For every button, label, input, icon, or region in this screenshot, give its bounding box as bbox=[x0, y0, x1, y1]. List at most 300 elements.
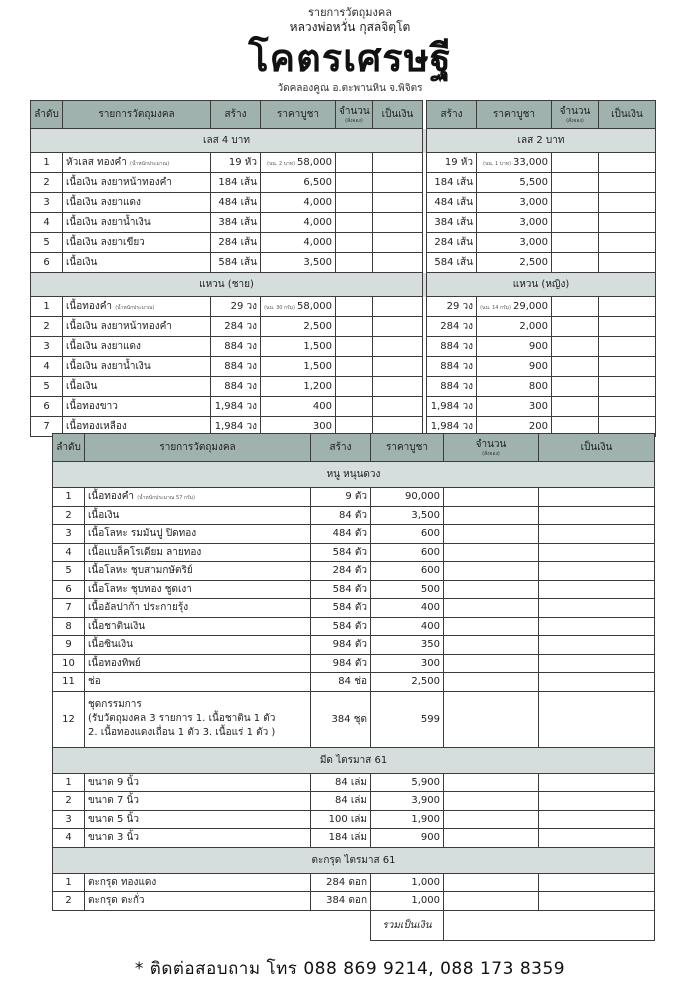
made-count-right: 384 เส้น bbox=[427, 213, 477, 233]
qty-input[interactable] bbox=[444, 562, 539, 581]
price bbox=[261, 297, 336, 317]
item-name bbox=[85, 488, 311, 507]
item-label: ขนาด 7 นิ้ว bbox=[88, 795, 139, 807]
item-detail-line: (รับวัตถุมงคล 3 รายการ 1. เนื้อชาติน 1 ตัว bbox=[88, 713, 276, 724]
item-name bbox=[63, 317, 211, 337]
section-title: ตะกรุด ไตรมาส 61 bbox=[53, 847, 655, 873]
price-note: (นน. 30 กรัม) bbox=[264, 305, 295, 311]
qty-input-right[interactable] bbox=[552, 317, 599, 337]
price: 400 bbox=[371, 599, 444, 618]
amount-cell bbox=[539, 599, 655, 618]
col-header-price: ราคาบูชา bbox=[261, 101, 336, 129]
qty-input[interactable] bbox=[444, 829, 539, 848]
price-note: (นน. 1 บาท) bbox=[483, 161, 511, 167]
row-number: 5 bbox=[53, 562, 85, 581]
made-count: 284 เส้น bbox=[211, 233, 261, 253]
amount-cell bbox=[539, 636, 655, 655]
table-row bbox=[31, 193, 656, 213]
row-number: 11 bbox=[53, 673, 85, 692]
qty-input[interactable] bbox=[444, 892, 539, 911]
qty-input[interactable] bbox=[444, 525, 539, 544]
section-row bbox=[53, 847, 655, 873]
price-value: 2,500 bbox=[519, 257, 548, 268]
qty-input[interactable] bbox=[444, 873, 539, 892]
price-note: (นน. 14 กรัม) bbox=[480, 305, 511, 311]
made-count: 984 ตัว bbox=[311, 636, 371, 655]
price bbox=[261, 317, 336, 337]
col-header-item: รายการวัตถุมงคล bbox=[85, 434, 311, 462]
item-label: ตะกรุด ทองแดง bbox=[88, 876, 157, 888]
table-row bbox=[31, 377, 656, 397]
col-header-made: สร้าง bbox=[211, 101, 261, 129]
table-row bbox=[31, 397, 656, 417]
made-count: 284 ดอก bbox=[311, 873, 371, 892]
price bbox=[261, 213, 336, 233]
price-right bbox=[477, 193, 552, 213]
item-label: ขนาด 3 นิ้ว bbox=[88, 832, 139, 844]
made-count: 384 เส้น bbox=[211, 213, 261, 233]
price-value: 33,000 bbox=[513, 157, 548, 168]
row-number: 2 bbox=[53, 506, 85, 525]
table-row bbox=[53, 873, 655, 892]
item-name bbox=[63, 377, 211, 397]
qty-input[interactable] bbox=[336, 317, 373, 337]
made-count-right: 884 วง bbox=[427, 337, 477, 357]
price-value: 3,000 bbox=[519, 197, 548, 208]
item-detail-line: 2. เนื้อทองแดงเถื่อน 1 ตัว 3. เนื้อแร่ 1 ตัว ) bbox=[88, 727, 276, 738]
qty-input[interactable] bbox=[444, 673, 539, 692]
item-label: เนื้อเงิน ลงยาน้ำเงิน bbox=[66, 361, 151, 372]
item-label: เนื้อโลหะ รมมันปู ปิดทอง bbox=[88, 528, 197, 540]
item-name bbox=[63, 297, 211, 317]
made-count: 29 วง bbox=[211, 297, 261, 317]
price-value: 300 bbox=[312, 421, 332, 432]
section-title-right: เลส 2 บาท bbox=[427, 129, 656, 153]
qty-input[interactable] bbox=[444, 506, 539, 525]
made-count-right: 884 วง bbox=[427, 377, 477, 397]
qty-input-right[interactable] bbox=[552, 253, 599, 273]
price: 600 bbox=[371, 543, 444, 562]
item-label: เนื้อแบล็คโรเดียม ลายทอง bbox=[88, 546, 202, 558]
table-row bbox=[53, 562, 655, 581]
amount-cell bbox=[373, 337, 423, 357]
item-name bbox=[63, 397, 211, 417]
row-number: 1 bbox=[31, 297, 63, 317]
made-count: 19 หัว bbox=[211, 153, 261, 173]
item-name bbox=[85, 792, 311, 811]
made-count: 1,984 วง bbox=[211, 397, 261, 417]
made-count-right: 1,984 วง bbox=[427, 397, 477, 417]
amount-cell-right bbox=[599, 173, 656, 193]
item-name bbox=[63, 233, 211, 253]
total-amount bbox=[444, 910, 655, 940]
price bbox=[261, 357, 336, 377]
col-header-made-right: สร้าง bbox=[427, 101, 477, 129]
header-title: โคตรเศรษฐี bbox=[248, 35, 452, 80]
price: 3,900 bbox=[371, 792, 444, 811]
amount-cell bbox=[373, 233, 423, 253]
item-label: เนื้อโลหะ ชุบทอง ชูดเงา bbox=[88, 583, 192, 595]
item-label: เนื้ออัลปาก้า ประกายรุ้ง bbox=[88, 602, 189, 614]
top-table-header-row bbox=[31, 101, 656, 129]
row-number: 3 bbox=[31, 193, 63, 213]
table-row bbox=[31, 173, 656, 193]
price-value: 800 bbox=[528, 381, 548, 392]
qty-input[interactable] bbox=[336, 337, 373, 357]
section-title-left: แหวน (ชาย) bbox=[31, 273, 423, 297]
qty-input-right[interactable] bbox=[552, 233, 599, 253]
qty-input-right[interactable] bbox=[552, 193, 599, 213]
price bbox=[261, 173, 336, 193]
price bbox=[261, 253, 336, 273]
qty-note: (สั่งจอง) bbox=[345, 117, 363, 124]
item-label: ตะกรุด ตะกั่ว bbox=[88, 895, 145, 907]
qty-input[interactable] bbox=[336, 233, 373, 253]
item-name bbox=[63, 193, 211, 213]
qty-input-right[interactable] bbox=[552, 377, 599, 397]
item-label: ชุดกรรมการ bbox=[88, 699, 142, 710]
table-row bbox=[31, 233, 656, 253]
qty-input[interactable] bbox=[444, 543, 539, 562]
table-row bbox=[31, 337, 656, 357]
col-header-item: รายการวัตถุมงคล bbox=[63, 101, 211, 129]
item-label: เนื้อเงิน ลงยาแดง bbox=[66, 197, 141, 208]
col-header-amount-right: เป็นเงิน bbox=[599, 101, 656, 129]
row-number: 1 bbox=[31, 153, 63, 173]
qty-input[interactable] bbox=[336, 153, 373, 173]
amount-cell bbox=[539, 525, 655, 544]
price: 500 bbox=[371, 580, 444, 599]
qty-input-right[interactable] bbox=[552, 397, 599, 417]
qty-input[interactable] bbox=[336, 173, 373, 193]
item-label: เนื้อเงิน ลงยาหน้าทองคำ bbox=[66, 177, 172, 188]
table-row bbox=[53, 691, 655, 747]
price: 5,900 bbox=[371, 773, 444, 792]
item-note: (น้ำหนักประมาณ 57 กรัม) bbox=[137, 495, 195, 502]
qty-input-right[interactable] bbox=[552, 213, 599, 233]
item-name bbox=[85, 506, 311, 525]
qty-input-right[interactable] bbox=[552, 173, 599, 193]
document-header bbox=[0, 0, 700, 98]
made-count: 184 เล่ม bbox=[311, 829, 371, 848]
section-title-left: เลส 4 บาท bbox=[31, 129, 423, 153]
price-value: 58,000 bbox=[297, 157, 332, 168]
price-value: 900 bbox=[528, 361, 548, 372]
made-count: 384 ดอก bbox=[311, 892, 371, 911]
made-count-right: 584 เส้น bbox=[427, 253, 477, 273]
made-count: 84 ตัว bbox=[311, 506, 371, 525]
row-number: 6 bbox=[31, 253, 63, 273]
item-name bbox=[85, 829, 311, 848]
item-label: เนื้อชาตินเงิน bbox=[88, 620, 146, 632]
table-row bbox=[53, 543, 655, 562]
qty-input[interactable] bbox=[444, 792, 539, 811]
amount-cell bbox=[373, 377, 423, 397]
qty-input[interactable] bbox=[444, 691, 539, 747]
qty-input[interactable] bbox=[336, 297, 373, 317]
price-value: 300 bbox=[528, 401, 548, 412]
row-number: 5 bbox=[31, 377, 63, 397]
col-header-qty-right bbox=[552, 101, 599, 129]
bottom-price-table bbox=[52, 433, 655, 941]
qty-note: (สั่งจอง) bbox=[482, 450, 500, 457]
price: 599 bbox=[371, 691, 444, 747]
total-row bbox=[53, 910, 655, 940]
price-right bbox=[477, 357, 552, 377]
total-label: รวมเป็นเงิน bbox=[371, 910, 444, 940]
price-value: 1,200 bbox=[303, 381, 332, 392]
item-name bbox=[85, 562, 311, 581]
qty-note: (สั่งจอง) bbox=[566, 117, 584, 124]
amount-cell-right bbox=[599, 193, 656, 213]
made-count-right: 284 เส้น bbox=[427, 233, 477, 253]
item-note: (น้ำหนักประมาณ) bbox=[115, 305, 155, 311]
made-count-right: 484 เส้น bbox=[427, 193, 477, 213]
table-row bbox=[53, 599, 655, 618]
qty-input[interactable] bbox=[444, 810, 539, 829]
qty-input[interactable] bbox=[336, 377, 373, 397]
price: 350 bbox=[371, 636, 444, 655]
amount-cell bbox=[373, 213, 423, 233]
section-row bbox=[31, 129, 656, 153]
price-value: 3,000 bbox=[519, 217, 548, 228]
price: 3,500 bbox=[371, 506, 444, 525]
price-right bbox=[477, 213, 552, 233]
made-count: 284 วง bbox=[211, 317, 261, 337]
qty-input-right[interactable] bbox=[552, 153, 599, 173]
item-label: เนื้อทองทิพย์ bbox=[88, 657, 141, 669]
table-row bbox=[53, 773, 655, 792]
made-count: 584 ตัว bbox=[311, 617, 371, 636]
qty-input[interactable] bbox=[336, 193, 373, 213]
qty-input[interactable] bbox=[444, 599, 539, 618]
item-label: เนื้อทองคำ bbox=[88, 491, 135, 503]
row-number: 12 bbox=[53, 691, 85, 747]
price: 1,000 bbox=[371, 873, 444, 892]
qty-input-right[interactable] bbox=[552, 357, 599, 377]
item-label: ขนาด 9 นิ้ว bbox=[88, 776, 139, 788]
price-value: 200 bbox=[528, 421, 548, 432]
qty-input-right[interactable] bbox=[552, 297, 599, 317]
bottom-table-header-row bbox=[53, 434, 655, 462]
made-count-right: 1,984 วง bbox=[427, 417, 477, 437]
table-row bbox=[31, 253, 656, 273]
header-subtitle-list: รายการวัตถุมงคล bbox=[308, 6, 392, 19]
price-right bbox=[477, 173, 552, 193]
made-count: 84 ช่อ bbox=[311, 673, 371, 692]
item-name bbox=[85, 654, 311, 673]
table-row bbox=[53, 636, 655, 655]
amount-cell bbox=[539, 543, 655, 562]
made-count: 384 ชุด bbox=[311, 691, 371, 747]
made-count: 1,984 วง bbox=[211, 417, 261, 437]
amount-cell bbox=[539, 488, 655, 507]
qty-input[interactable] bbox=[444, 773, 539, 792]
row-number: 2 bbox=[53, 892, 85, 911]
price-right bbox=[477, 337, 552, 357]
made-count-right: 884 วง bbox=[427, 357, 477, 377]
made-count: 884 วง bbox=[211, 377, 261, 397]
item-name bbox=[63, 153, 211, 173]
qty-input[interactable] bbox=[336, 357, 373, 377]
price bbox=[261, 337, 336, 357]
qty-label: จำนวน bbox=[339, 105, 370, 117]
amount-cell bbox=[539, 829, 655, 848]
col-header-amount: เป็นเงิน bbox=[539, 434, 655, 462]
item-name bbox=[85, 691, 311, 747]
amount-cell bbox=[373, 317, 423, 337]
row-number: 4 bbox=[31, 357, 63, 377]
row-number: 1 bbox=[53, 773, 85, 792]
made-count: 584 เส้น bbox=[211, 253, 261, 273]
item-name bbox=[85, 892, 311, 911]
price-right bbox=[477, 377, 552, 397]
price: 90,000 bbox=[371, 488, 444, 507]
table-row bbox=[53, 892, 655, 911]
price: 1,000 bbox=[371, 892, 444, 911]
amount-cell bbox=[373, 153, 423, 173]
item-note: (น้ำหนักประมาณ) bbox=[130, 161, 170, 167]
item-label: เนื้อเงิน bbox=[66, 257, 98, 268]
price-right bbox=[477, 153, 552, 173]
price bbox=[261, 233, 336, 253]
table-row bbox=[53, 829, 655, 848]
made-count: 100 เล่ม bbox=[311, 810, 371, 829]
price-right bbox=[477, 297, 552, 317]
table-row bbox=[31, 317, 656, 337]
made-count: 584 ตัว bbox=[311, 599, 371, 618]
qty-label: จำนวน bbox=[559, 105, 591, 117]
price-value: 400 bbox=[312, 401, 332, 412]
row-number: 6 bbox=[53, 580, 85, 599]
qty-label: จำนวน bbox=[475, 438, 507, 450]
row-number: 3 bbox=[31, 337, 63, 357]
amount-cell bbox=[539, 580, 655, 599]
amount-cell bbox=[373, 397, 423, 417]
col-header-no: ลำดับ bbox=[53, 434, 85, 462]
price bbox=[261, 397, 336, 417]
made-count: 484 เส้น bbox=[211, 193, 261, 213]
price-value: 5,500 bbox=[519, 177, 548, 188]
made-count: 484 ตัว bbox=[311, 525, 371, 544]
row-number: 9 bbox=[53, 636, 85, 655]
table-row bbox=[53, 792, 655, 811]
amount-cell bbox=[373, 297, 423, 317]
amount-cell bbox=[373, 193, 423, 213]
qty-input[interactable] bbox=[444, 580, 539, 599]
item-label: หัวเลส ทองคำ bbox=[66, 157, 127, 168]
amount-cell bbox=[373, 357, 423, 377]
amount-cell-right bbox=[599, 337, 656, 357]
col-header-amount: เป็นเงิน bbox=[373, 101, 423, 129]
amount-cell bbox=[539, 873, 655, 892]
table-row bbox=[31, 153, 656, 173]
item-label: เนื้อทองคำ bbox=[66, 301, 113, 312]
made-count: 184 เส้น bbox=[211, 173, 261, 193]
table-row bbox=[53, 580, 655, 599]
made-count: 884 วง bbox=[211, 357, 261, 377]
item-label: เนื้อเงิน ลงยาหน้าทองคำ bbox=[66, 321, 172, 332]
made-count: 884 วง bbox=[211, 337, 261, 357]
qty-input[interactable] bbox=[336, 397, 373, 417]
price-value: 900 bbox=[528, 341, 548, 352]
amount-cell-right bbox=[599, 213, 656, 233]
item-name bbox=[85, 873, 311, 892]
price-right bbox=[477, 253, 552, 273]
item-label: เนื้อโลหะ ชุบสามกษัตริย์ bbox=[88, 565, 193, 577]
amount-cell bbox=[539, 892, 655, 911]
price bbox=[261, 193, 336, 213]
row-number: 2 bbox=[53, 792, 85, 811]
made-count-right: 184 เส้น bbox=[427, 173, 477, 193]
table-row bbox=[31, 297, 656, 317]
item-name bbox=[85, 673, 311, 692]
row-number: 7 bbox=[31, 417, 63, 437]
item-label: เนื้อทองเหลือง bbox=[66, 421, 127, 432]
qty-input[interactable] bbox=[444, 654, 539, 673]
price: 2,500 bbox=[371, 673, 444, 692]
item-name bbox=[63, 337, 211, 357]
amount-cell bbox=[539, 506, 655, 525]
amount-cell bbox=[539, 562, 655, 581]
table-row bbox=[53, 617, 655, 636]
qty-input[interactable] bbox=[336, 213, 373, 233]
row-number: 3 bbox=[53, 525, 85, 544]
price: 300 bbox=[371, 654, 444, 673]
amount-cell bbox=[539, 792, 655, 811]
row-number: 1 bbox=[53, 873, 85, 892]
qty-input[interactable] bbox=[444, 636, 539, 655]
row-number: 4 bbox=[31, 213, 63, 233]
row-number: 1 bbox=[53, 488, 85, 507]
qty-input-right[interactable] bbox=[552, 337, 599, 357]
col-header-made: สร้าง bbox=[311, 434, 371, 462]
price-value: 4,000 bbox=[303, 237, 332, 248]
price: 1,900 bbox=[371, 810, 444, 829]
item-label: เนื้อทองขาว bbox=[66, 401, 118, 412]
qty-input[interactable] bbox=[444, 488, 539, 507]
made-count-right: 19 หัว bbox=[427, 153, 477, 173]
price-value: 3,500 bbox=[303, 257, 332, 268]
item-name bbox=[63, 253, 211, 273]
price-note: (นน. 2 บาท) bbox=[267, 161, 295, 167]
item-label: เนื้อเงิน bbox=[88, 509, 120, 521]
total-spacer bbox=[53, 910, 371, 940]
contact-footer: * ติดต่อสอบถาม โทร 088 869 9214, 088 173 8359 bbox=[134, 959, 566, 979]
price-value: 29,000 bbox=[513, 301, 548, 312]
price bbox=[261, 153, 336, 173]
table-row bbox=[31, 213, 656, 233]
table-row bbox=[53, 525, 655, 544]
amount-cell bbox=[539, 654, 655, 673]
made-count: 9 ตัว bbox=[311, 488, 371, 507]
item-label: เนื้อเงิน ลงยาน้ำเงิน bbox=[66, 217, 151, 228]
top-price-table bbox=[30, 100, 656, 437]
item-label: เนื้อเงิน ลงยาแดง bbox=[66, 341, 141, 352]
col-header-no: ลำดับ bbox=[31, 101, 63, 129]
table-row bbox=[53, 488, 655, 507]
item-label: เนื้อซินเงิน bbox=[88, 639, 134, 651]
price-value: 4,000 bbox=[303, 197, 332, 208]
table-row bbox=[53, 654, 655, 673]
item-name bbox=[85, 636, 311, 655]
qty-input[interactable] bbox=[444, 617, 539, 636]
made-count-right: 29 วง bbox=[427, 297, 477, 317]
row-number: 7 bbox=[53, 599, 85, 618]
qty-input[interactable] bbox=[336, 253, 373, 273]
price bbox=[261, 377, 336, 397]
table-row bbox=[31, 357, 656, 377]
